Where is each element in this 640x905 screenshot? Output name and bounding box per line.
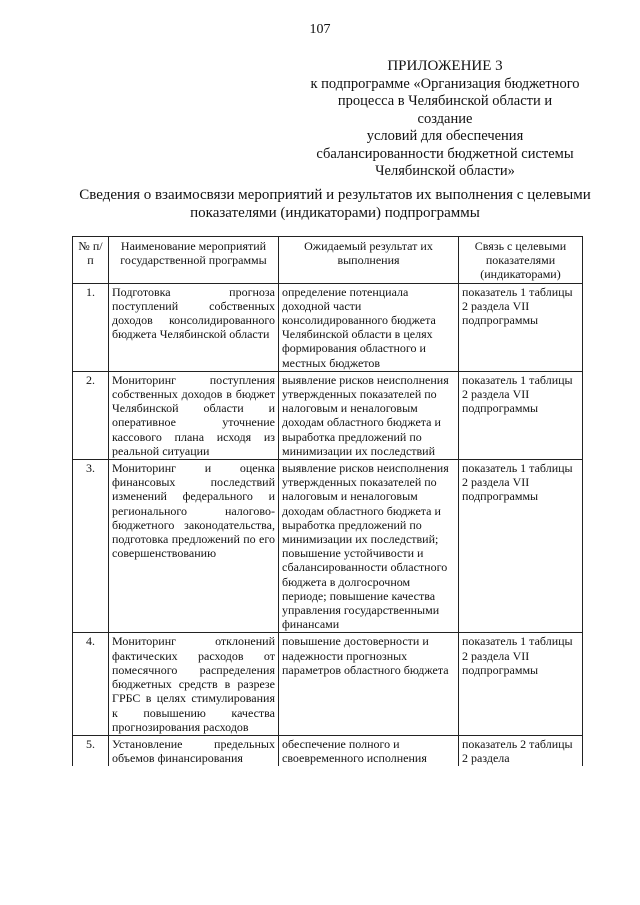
table-row (73, 633, 583, 735)
appendix-block (310, 58, 580, 181)
table-header-row (73, 237, 583, 284)
header-result: Ожидаемый результат их выполнения (279, 237, 459, 284)
row-num: 4. (73, 633, 109, 735)
appendix-line: Челябинской области» (375, 163, 515, 179)
row-expected-result: обеспечение полного и своевременного исполнения (279, 735, 459, 766)
table-row (73, 283, 583, 371)
table-row (73, 735, 583, 766)
document-title (70, 186, 600, 222)
appendix-line: условий для обеспечения (366, 128, 524, 144)
row-indicator-link: показатель 1 таблицы 2 раздела VII подпрограммы (459, 633, 583, 735)
row-expected-result: выявление рисков неисполнения утвержденных показателей по налоговым и неналоговым доходам областного бюджета и выработка предложений по минимизации их последствий (279, 371, 459, 459)
row-measure-name: Мониторинг поступления собственных доходов в бюджет Челябинской области и оперативное уточнение кассового плана исходя из реальной ситуации (109, 371, 279, 459)
table-row (73, 460, 583, 633)
row-num: 3. (73, 460, 109, 633)
row-measure-name: Мониторинг отклонений фактических расходов от помесячного распределения бюджетных средств в разрезе ГРБС в целях стимулирования к повышению качества прогнозирования расходов (109, 633, 279, 735)
row-measure-name: Установление предельных объемов финансирования (109, 735, 279, 766)
document-title-line: показателями (индикаторами) подпрограммы (190, 205, 480, 221)
appendix-line: сбалансированности бюджетной системы (316, 145, 574, 162)
row-expected-result: повышение достоверности и надежности прогнозных параметров областного бюджета (279, 633, 459, 735)
row-num: 5. (73, 735, 109, 766)
header-num: № п/п (73, 237, 109, 284)
row-expected-result: выявление рисков неисполнения утвержденных показателей по налоговым и неналоговым доходам областного бюджета и выработка предложений по минимизации их последствий; повышение устойчивости и сбалансированности областного бюджета в долгосрочном периоде; повышение качества управления государственными финансами (279, 460, 459, 633)
row-num: 1. (73, 283, 109, 371)
row-indicator-link: показатель 1 таблицы 2 раздела VII подпрограммы (459, 283, 583, 371)
header-name: Наименование мероприятий государственной программы (109, 237, 279, 284)
measures-table (72, 236, 583, 766)
row-expected-result: определение потенциала доходной части консолидированного бюджета Челябинской области в целях формирования областного и местных бюджетов (279, 283, 459, 371)
table-row (73, 371, 583, 459)
page-number: 107 (309, 22, 331, 37)
document-title-line: Сведения о взаимосвязи мероприятий и результатов их выполнения с целевыми (79, 187, 591, 203)
header-link: Связь с целевыми показателями (индикаторами) (459, 237, 583, 284)
appendix-heading: ПРИЛОЖЕНИЕ 3 (387, 58, 503, 74)
appendix-line: к подпрограмме «Организация бюджетного (310, 75, 580, 92)
row-measure-name: Подготовка прогноза поступлений собственных доходов консолидированного бюджета Челябинской области (109, 283, 279, 371)
appendix-line: процесса в Челябинской области и создание (337, 93, 553, 127)
row-num: 2. (73, 371, 109, 459)
row-indicator-link: показатель 1 таблицы 2 раздела VII подпрограммы (459, 371, 583, 459)
row-measure-name: Мониторинг и оценка финансовых последствий изменений федерального и регионального налогово-бюджетного законодательства, подготовка предложений по его совершенствованию (109, 460, 279, 633)
row-indicator-link: показатель 2 таблицы 2 раздела (459, 735, 583, 766)
row-indicator-link: показатель 1 таблицы 2 раздела VII подпрограммы (459, 460, 583, 633)
